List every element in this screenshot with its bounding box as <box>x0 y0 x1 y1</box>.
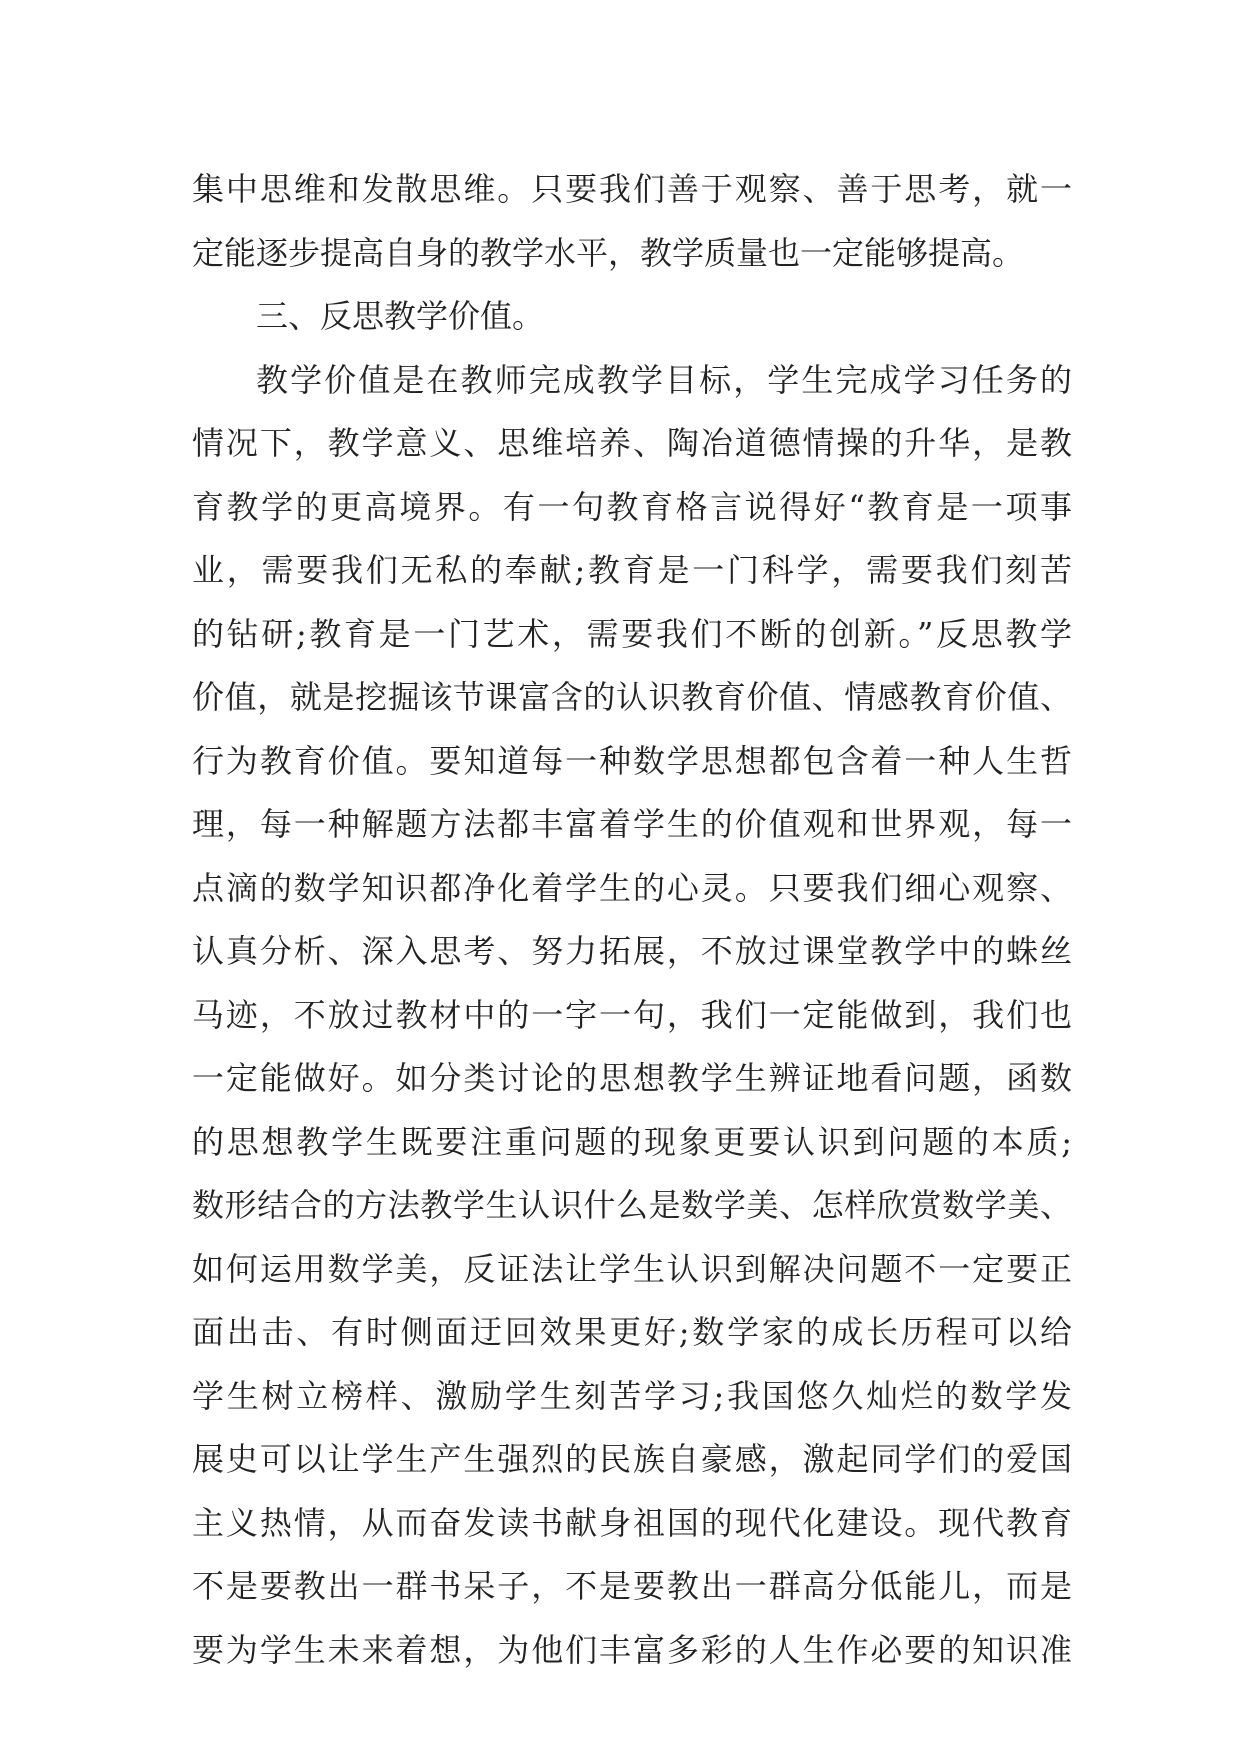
body-text <box>192 158 1072 1682</box>
text-line: 要为学生未来着想，为他们丰富多彩的人生作必要的知识准 <box>192 1630 1072 1669</box>
text-line: 育教学的更高境界。有一句教育格言说得好“教育是一项事 <box>192 487 1072 526</box>
text-line: 业，需要我们无私的奉献;教育是一门科学，需要我们刻苦 <box>192 551 1072 589</box>
text-line: 集中思维和发散思维。只要我们善于观察、善于思考，就一 <box>192 170 1072 208</box>
text-line: 面出击、有时侧面迂回效果更好;数学家的成长历程可以给 <box>192 1313 1072 1351</box>
text-line: 价值，就是挖掘该节课富含的认识教育价值、情感教育价值、 <box>192 678 1072 716</box>
text-line: 数形结合的方法教学生认识什么是数学美、怎样欣赏数学美、 <box>192 1186 1072 1224</box>
text-line: 一定能做好。如分类讨论的思想教学生辨证地看问题，函数 <box>192 1059 1072 1097</box>
text-line: 定能逐步提高自身的教学水平，教学质量也一定能够提高。 <box>192 233 1025 272</box>
text-line: 理，每一种解题方法都丰富着学生的价值观和世界观，每一 <box>192 805 1072 843</box>
text-line: 学生树立榜样、激励学生刻苦学习;我国悠久灿烂的数学发 <box>192 1376 1072 1415</box>
text-line: 主义热情，从而奋发读书献身祖国的现代化建设。现代教育 <box>192 1503 1072 1542</box>
text-line: 如何运用数学美，反证法让学生认识到解决问题不一定要正 <box>192 1249 1072 1288</box>
text-line: 认真分析、深入思考、努力拓展，不放过课堂教学中的蛛丝 <box>192 932 1072 970</box>
text-line: 的钻研;教育是一门艺术，需要我们不断的创新。”反思教学 <box>192 614 1072 653</box>
text-line: 的思想教学生既要注重问题的现象更要认识到问题的本质; <box>192 1122 1072 1161</box>
section-heading: 三、反思教学价值。 <box>256 297 545 335</box>
text-line: 不是要教出一群书呆子，不是要教出一群高分低能儿，而是 <box>192 1567 1072 1605</box>
text-line: 马迹，不放过教材中的一字一句，我们一定能做到，我们也 <box>192 995 1072 1034</box>
text-line: 情况下，教学意义、思维培养、陶冶道德情操的升华，是教 <box>192 424 1072 462</box>
text-line: 行为教育价值。要知道每一种数学思想都包含着一种人生哲 <box>192 741 1072 780</box>
text-line: 点滴的数学知识都净化着学生的心灵。只要我们细心观察、 <box>192 868 1072 907</box>
text-line: 展史可以让学生产生强烈的民族自豪感，激起同学们的爱国 <box>192 1440 1072 1478</box>
text-line: 教学价值是在教师完成教学目标，学生完成学习任务的 <box>256 360 1072 399</box>
